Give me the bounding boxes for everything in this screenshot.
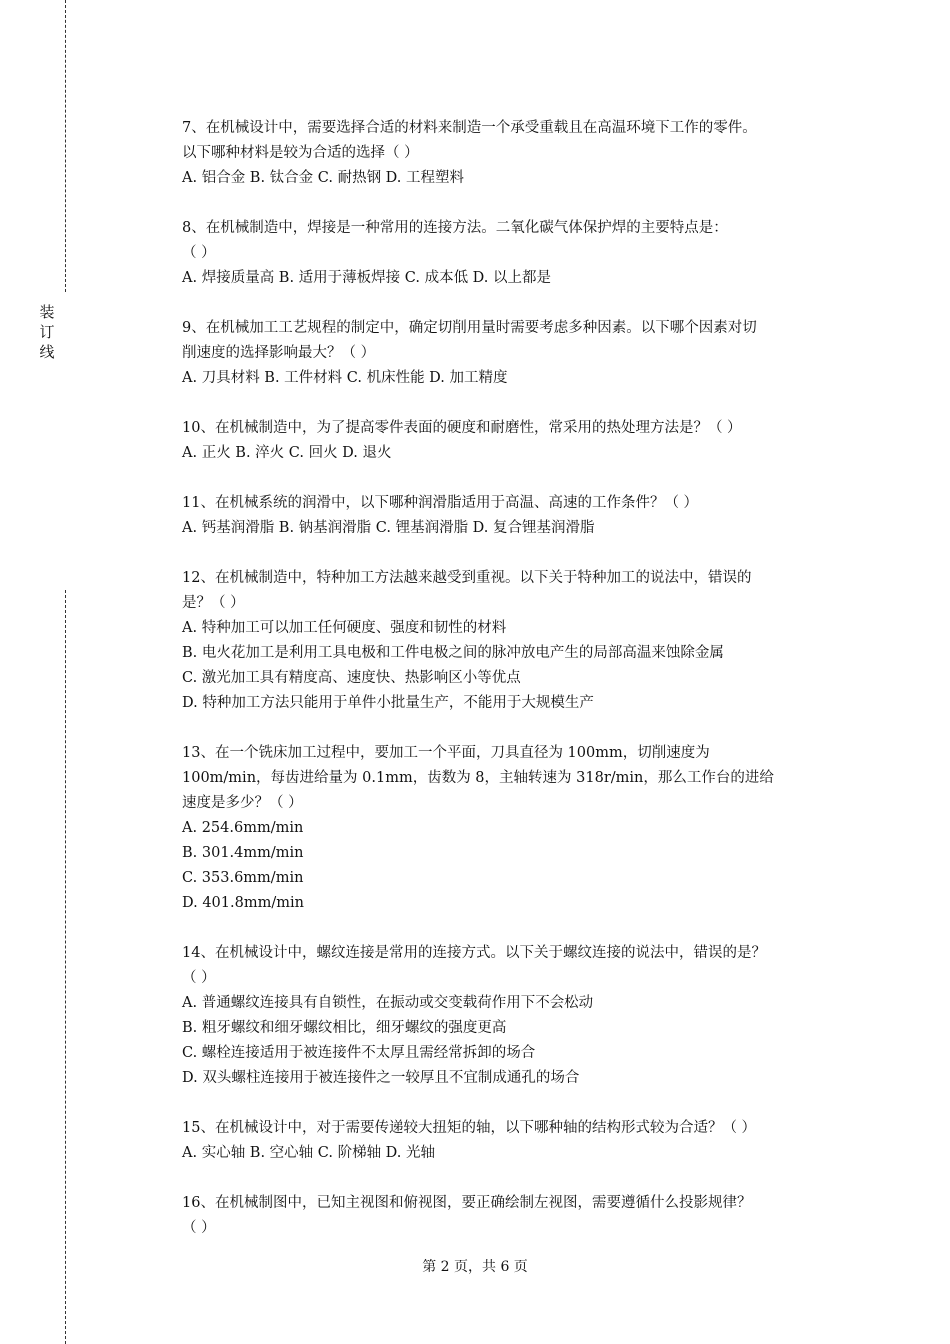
question-stem-line: 9、在机械加工工艺规程的制定中，确定切削用量时需要考虑多种因素。以下哪个因素对切 — [182, 320, 757, 336]
question-block — [182, 116, 854, 191]
question-option-line: A. 正火 B. 淬火 C. 回火 D. 退火 — [182, 445, 392, 461]
question-option-line: D. 特种加工方法只能用于单件小批量生产，不能用于大规模生产 — [182, 695, 594, 711]
question-stem-line: 7、在机械设计中，需要选择合适的材料来制造一个承受重载且在高温环境下工作的零件。 — [182, 120, 757, 136]
question-stem-line: 10、在机械制造中，为了提高零件表面的硬度和耐磨性，常采用的热处理方法是？（ ） — [182, 420, 742, 436]
question-stem-line: 削速度的选择影响最大？（ ） — [182, 345, 376, 361]
question-stem-line: （ ） — [182, 1220, 216, 1236]
question-stem-line: 16、在机械制图中，已知主视图和俯视图，要正确绘制左视图，需要遵循什么投影规律？ — [182, 1195, 752, 1211]
binding-line-top — [65, 0, 66, 292]
question-option-line: A. 焊接质量高 B. 适用于薄板焊接 C. 成本低 D. 以上都是 — [182, 270, 552, 286]
question-option-line: C. 螺栓连接适用于被连接件不太厚且需经常拆卸的场合 — [182, 1045, 536, 1061]
question-option-line: A. 钙基润滑脂 B. 钠基润滑脂 C. 锂基润滑脂 D. 复合锂基润滑脂 — [182, 520, 595, 536]
question-list — [182, 116, 854, 1266]
question-stem-line: 11、在机械系统的润滑中，以下哪种润滑脂适用于高温、高速的工作条件？（ ） — [182, 495, 699, 511]
question-block — [182, 491, 854, 541]
question-block — [182, 416, 854, 466]
binding-line-bottom — [65, 590, 66, 1344]
question-option-line: A. 普通螺纹连接具有自锁性，在振动或交变载荷作用下不会松动 — [182, 995, 594, 1011]
question-option-line: B. 粗牙螺纹和细牙螺纹相比，细牙螺纹的强度更高 — [182, 1020, 507, 1036]
question-block — [182, 941, 854, 1091]
question-stem-line: 8、在机械制造中，焊接是一种常用的连接方法。二氧化碳气体保护焊的主要特点是： — [182, 220, 728, 236]
question-option-line: A. 特种加工可以加工任何硬度、强度和韧性的材料 — [182, 620, 507, 636]
question-option-line: D. 401.8mm/min — [182, 895, 304, 911]
question-option-line: A. 实心轴 B. 空心轴 C. 阶梯轴 D. 光轴 — [182, 1145, 436, 1161]
question-stem-line: 14、在机械设计中，螺纹连接是常用的连接方式。以下关于螺纹连接的说法中，错误的是？ — [182, 945, 766, 961]
question-stem-line: 12、在机械制造中，特种加工方法越来越受到重视。以下关于特种加工的说法中，错误的 — [182, 570, 752, 586]
question-stem-line: 15、在机械设计中，对于需要传递较大扭矩的轴，以下哪种轴的结构形式较为合适？（ ） — [182, 1120, 757, 1136]
binding-label: 装订线 — [39, 303, 55, 361]
question-option-line: B. 电火花加工是利用工具电极和工件电极之间的脉冲放电产生的局部高温来蚀除金属 — [182, 645, 724, 661]
question-stem-line: 以下哪种材料是较为合适的选择（ ） — [182, 145, 419, 161]
question-option-line: B. 301.4mm/min — [182, 845, 304, 861]
question-option-line: A. 铝合金 B. 钛合金 C. 耐热钢 D. 工程塑料 — [182, 170, 465, 186]
question-stem-line: 速度是多少？（ ） — [182, 795, 303, 811]
question-stem-line: 是？（ ） — [182, 595, 245, 611]
question-block — [182, 1191, 854, 1241]
question-stem-line: 100m/min，每齿进给量为 0.1mm，齿数为 8，主轴转速为 318r/min，那么工作台的进给 — [182, 770, 774, 786]
question-stem-line: （ ） — [182, 245, 216, 261]
question-option-line: D. 双头螺柱连接用于被连接件之一较厚且不宜制成通孔的场合 — [182, 1070, 580, 1086]
page-footer: 第 2 页，共 6 页 — [422, 1259, 528, 1275]
question-option-line: C. 激光加工具有精度高、速度快、热影响区小等优点 — [182, 670, 521, 686]
question-block — [182, 316, 854, 391]
question-block — [182, 1116, 854, 1166]
question-option-line: A. 254.6mm/min — [182, 820, 304, 836]
question-stem-line: 13、在一个铣床加工过程中，要加工一个平面，刀具直径为 100mm，切削速度为 — [182, 745, 710, 761]
question-block — [182, 741, 854, 916]
question-block — [182, 216, 854, 291]
question-block — [182, 566, 854, 716]
question-option-line: C. 353.6mm/min — [182, 870, 304, 886]
question-stem-line: （ ） — [182, 970, 216, 986]
question-option-line: A. 刀具材料 B. 工件材料 C. 机床性能 D. 加工精度 — [182, 370, 508, 386]
